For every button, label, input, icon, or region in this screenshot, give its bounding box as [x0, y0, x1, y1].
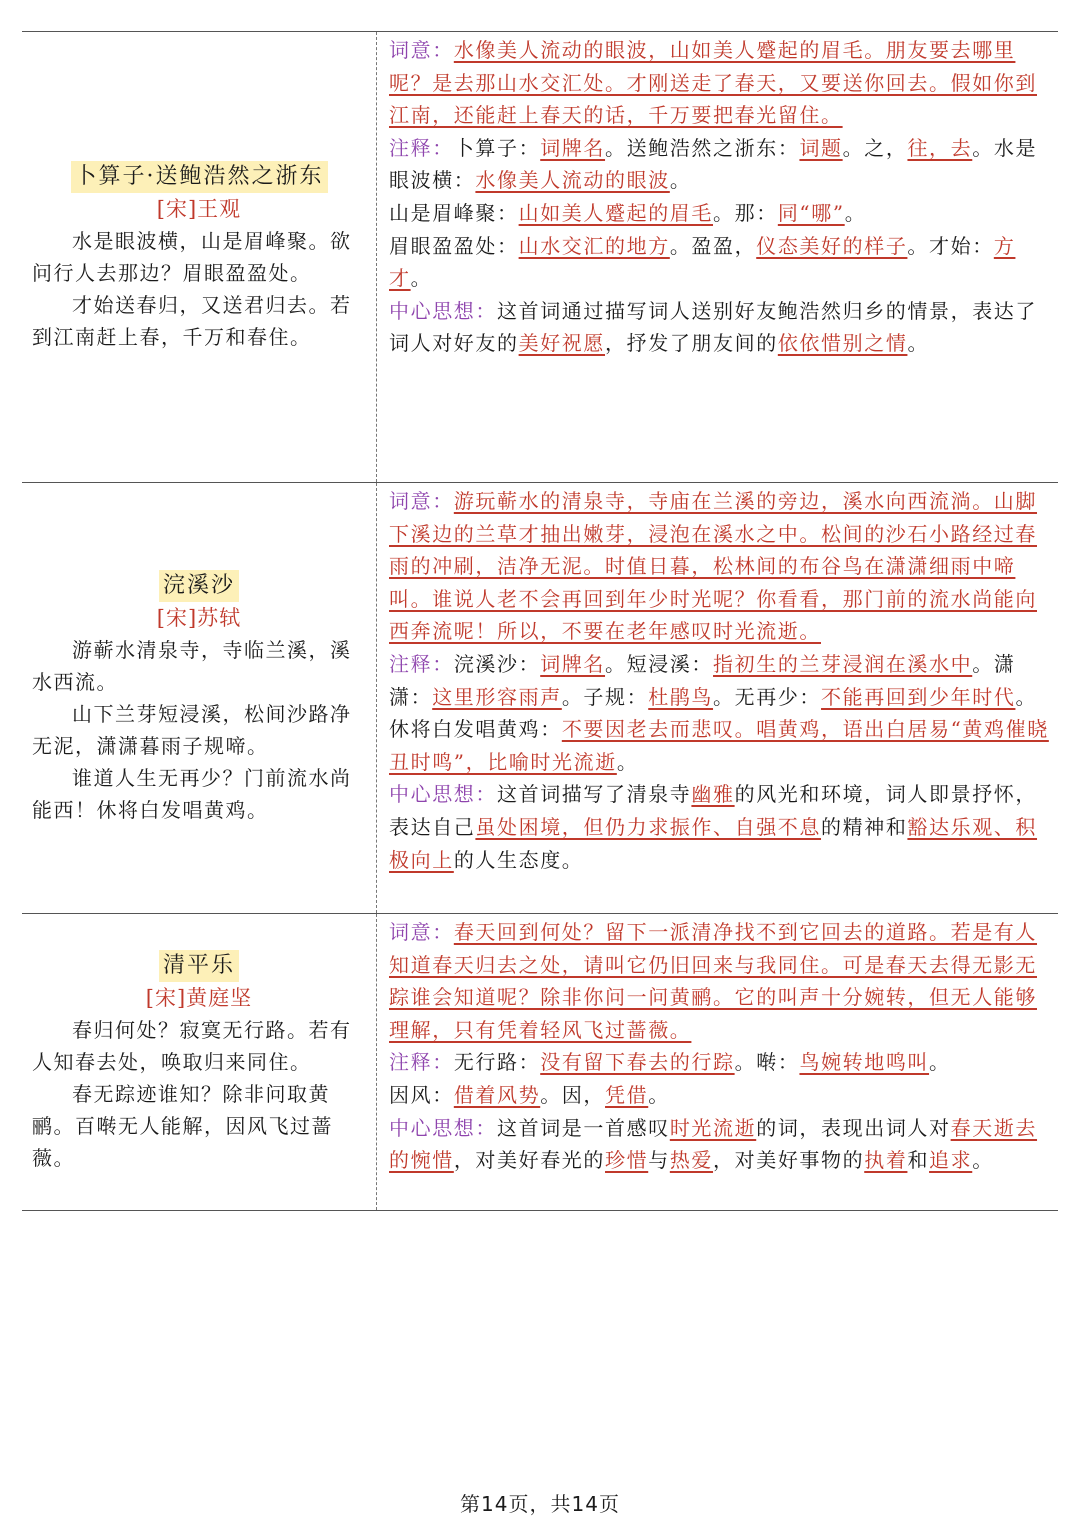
poem-title-wrap: [32, 950, 366, 982]
poem-line: 才始送春归，又送君归去。若到江南赶上春，千万和春住。: [32, 293, 352, 349]
theme-text: 的词，表现出词人对: [756, 1115, 951, 1140]
poem-line: 谁道人生无再少？门前流水尚能西！休将白发唱黄鸡。: [32, 766, 352, 822]
theme-text: ，对美好春光的: [453, 1148, 606, 1173]
note-explanation: 词题: [799, 135, 843, 160]
note-term: 。: [844, 200, 867, 225]
meaning-paragraph: [389, 916, 1052, 1046]
note-term: 。那：: [713, 200, 778, 225]
theme-label: 中心思想：: [389, 782, 497, 807]
note-explanation: 词牌名: [540, 651, 606, 676]
theme-keyword: 幽雅: [691, 782, 735, 807]
theme-paragraph: [389, 1112, 1052, 1177]
note-explanation: 指初生的兰芽浸润在溪水中: [713, 651, 973, 676]
poem-row: [22, 482, 1058, 913]
theme-text: 和: [907, 1148, 930, 1173]
theme-text: 与: [648, 1148, 670, 1173]
notes-paragraph: [389, 132, 1052, 295]
note-explanation: 不能再回到少年时代: [821, 684, 1016, 709]
poem-title: 清平乐: [159, 950, 239, 982]
note-term: 。短浸溪：: [605, 651, 714, 676]
theme-keyword: 春天逝去的惋惜: [389, 1115, 1038, 1173]
meaning-label: 词意：: [389, 920, 454, 944]
note-term: 。: [929, 1050, 951, 1075]
note-term: 。送鲍浩然之浙东：: [605, 135, 800, 160]
poem-notes-cell: [377, 483, 1058, 913]
theme-text: 这首词是一首感叹: [497, 1115, 670, 1140]
poem-author: [宋]苏轼: [156, 606, 242, 630]
theme-text: 的风光和环境，词人即景抒怀，表达自己: [389, 782, 1038, 839]
theme-keyword: 追求: [929, 1148, 973, 1173]
note-term: 。因，: [540, 1082, 606, 1107]
note-term: 。无再少：: [713, 684, 822, 709]
poem-author: [宋]王观: [156, 197, 242, 221]
poem-notes-cell: [377, 32, 1058, 482]
note-tail: 。: [410, 266, 433, 291]
note-term: 。啭：: [734, 1050, 800, 1075]
meaning-paragraph: [389, 34, 1052, 132]
poem-author: [宋]黄庭坚: [145, 986, 253, 1010]
theme-text: 的精神和: [821, 814, 908, 839]
theme-keyword: 豁达乐观、积极向上: [389, 814, 1038, 872]
note-term: 。之，: [842, 135, 908, 160]
theme-label: 中心思想：: [389, 298, 497, 323]
theme-keyword: 美好祝愿: [518, 331, 606, 356]
poem-line: 游蕲水清泉寺，寺临兰溪，溪水西流。: [32, 638, 352, 694]
note-tail: 。: [648, 1082, 670, 1107]
note-explanation: 山如美人蹙起的眉毛: [518, 200, 714, 225]
poem-title-wrap: [32, 161, 366, 193]
poem-notes-cell: [377, 914, 1058, 1210]
theme-text: ，抒发了朋友间的: [605, 331, 778, 356]
theme-keyword: 热爱: [669, 1148, 714, 1173]
poem-title: 卜算子·送鲍浩然之浙东: [71, 161, 328, 193]
note-explanation: 山水交汇的地方: [518, 233, 670, 258]
meaning-label: 词意：: [389, 489, 454, 513]
poem-line: 春归何处？寂寞无行路。若有人知春去处，唤取归来同住。: [32, 1018, 352, 1074]
note-explanation: 杜鹃鸟: [648, 684, 714, 709]
theme-keyword: 虽处困境，但仍力求振作、自强不息: [475, 814, 822, 839]
theme-keyword: 依依惜别之情: [777, 331, 908, 356]
poem-line: 山下兰芽短浸溪，松间沙路净无泥，潇潇暮雨子规啼。: [32, 702, 352, 758]
notes-label: 注释：: [389, 135, 454, 160]
theme-paragraph: [389, 778, 1052, 876]
poem-row: [22, 31, 1058, 482]
poem-body: [32, 634, 366, 826]
note-term: 。盈盈，: [669, 233, 757, 258]
note-term: 卜算子：: [453, 135, 541, 160]
note-term: 浣溪沙：: [453, 651, 541, 676]
note-explanation: 水像美人流动的眼波: [475, 168, 670, 193]
poem-text-cell: [22, 32, 377, 482]
note-term: 眉眼盈盈处：: [389, 233, 519, 258]
note-term: 。休将白发唱黄鸡：: [389, 684, 1038, 742]
meaning-label: 词意：: [389, 38, 454, 62]
theme-keyword: 执着: [864, 1148, 908, 1173]
note-explanation: 没有留下春去的行踪: [540, 1050, 735, 1075]
notes-label: 注释：: [389, 651, 454, 676]
note-tail: 。: [616, 749, 639, 774]
notes-paragraph: [389, 1046, 1052, 1111]
note-term: 。: [669, 168, 692, 193]
theme-text: 这首词描写了清泉寺: [497, 782, 692, 807]
poem-text-cell: [22, 483, 377, 913]
note-term: 。才始：: [907, 233, 994, 258]
note-explanation: 鸟婉转地鸣叫: [799, 1050, 930, 1075]
theme-label: 中心思想：: [389, 1115, 497, 1140]
note-explanation: 同“哪”: [777, 200, 845, 225]
theme-text: 。: [972, 1148, 994, 1173]
theme-text: 。: [907, 331, 930, 356]
note-explanation: 方才: [389, 233, 1016, 291]
theme-keyword: 时光流逝: [669, 1115, 757, 1140]
note-term: 因风：: [389, 1082, 454, 1107]
theme-text: 的人生态度。: [453, 847, 584, 872]
notes-paragraph: [389, 648, 1052, 778]
note-term: 。潇潇：: [389, 651, 1016, 709]
poem-body: [32, 1014, 366, 1174]
note-explanation: 词牌名: [540, 135, 606, 160]
note-explanation: 凭借: [605, 1082, 649, 1107]
poem-body: [32, 225, 366, 353]
poem-table: [22, 31, 1058, 1211]
note-term: 。水是眼波横：: [389, 135, 1038, 193]
page-footer: 第14页，共14页: [460, 1492, 620, 1516]
poem-line: 水是眼波横，山是眉峰聚。欲问行人去那边？眉眼盈盈处。: [32, 229, 352, 285]
note-term: 山是眉峰聚：: [389, 200, 519, 225]
poem-text-cell: [22, 914, 377, 1210]
meaning-paragraph: [389, 485, 1052, 648]
poem-row: [22, 913, 1058, 1211]
note-explanation: 不要因老去而悲叹。唱黄鸡，语出白居易“黄鸡催晓丑时鸣”，比喻时光流逝: [389, 717, 1049, 774]
meaning-text: 游玩蕲水的清泉寺，寺庙在兰溪的旁边，溪水向西流淌。山脚下溪边的兰草才抽出嫩芽，浸泡在溪水之中。松间的沙石小路经过春雨的冲刷，洁净无泥。时值日暮，松林间的布谷鸟在潇潇细雨中啼叫。谁说人老不会再回到年少时光呢？你看看，那门前的流水尚能向西奔流呢！所以，不要在老年感叹时光流逝。: [389, 489, 1038, 644]
notes-label: 注释：: [389, 1050, 454, 1075]
theme-keyword: 珍惜: [605, 1148, 649, 1173]
poem-line: 春无踪迹谁知？除非问取黄鹂。百啭无人能解，因风飞过蔷薇。: [32, 1082, 333, 1170]
poem-title-wrap: [32, 570, 366, 602]
poem-title: 浣溪沙: [159, 570, 239, 602]
theme-text: 这首词通过描写词人送别好友鲍浩然归乡的情景，表达了词人对好友的: [389, 298, 1037, 356]
meaning-text: 春天回到何处？留下一派清净找不到它回去的道路。若是有人知道春天归去之处，请叫它仍旧回来与我同住。可是春天去得无影无踪谁会知道呢？除非你问一问黄鹂。它的叫声十分婉转，但无人能够理解，只有凭着轻风飞过蔷薇。: [389, 920, 1038, 1042]
note-term: 。子规：: [561, 684, 649, 709]
theme-text: ，对美好事物的: [713, 1148, 865, 1173]
note-explanation: 这里形容雨声: [432, 684, 562, 709]
note-term: 无行路：: [453, 1050, 541, 1075]
note-explanation: 借着风势: [453, 1082, 541, 1107]
theme-paragraph: [389, 295, 1052, 360]
note-explanation: 往，去: [907, 135, 973, 160]
note-explanation: 仪态美好的样子: [756, 233, 908, 258]
meaning-text: 水像美人流动的眼波，山如美人蹙起的眉毛。朋友要去哪里呢？是去那山水交汇处。才刚送走了春天，又要送你回去。假如你到江南，还能赶上春天的话，千万要把春光留住。: [389, 38, 1037, 128]
